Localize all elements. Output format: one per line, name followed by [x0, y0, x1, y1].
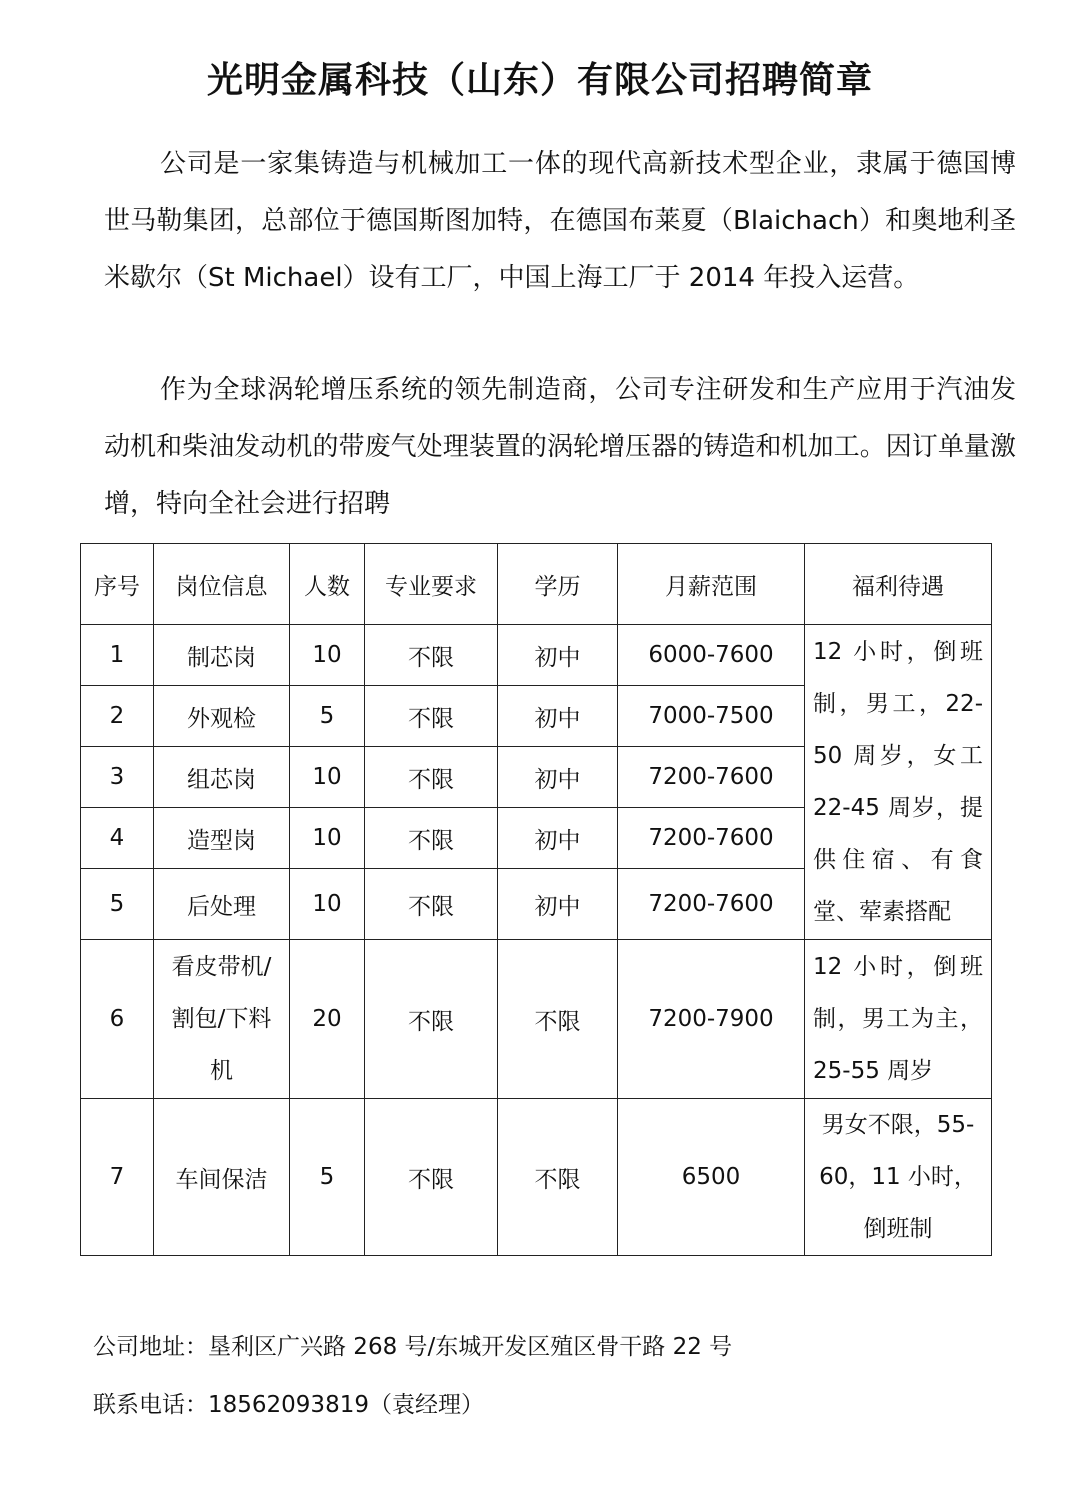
contact-phone: 联系电话：18562093819（袁经理） [93, 1392, 484, 1418]
count-cell: 5 [290, 1099, 365, 1256]
count-cell: 10 [290, 747, 365, 808]
major-cell: 不限 [365, 625, 498, 686]
intro-paragraph-2: 作为全球涡轮增压系统的领先制造商，公司专注研发和生产应用于汽油发动机和柴油发动机的带废气处理装置的涡轮增压器的铸造和机加工。因订单量激增，特向全社会进行招聘 [104, 375, 1016, 519]
table-row [81, 1099, 992, 1256]
major-cell: 不限 [365, 940, 498, 1099]
position-cell: 制芯岗 [154, 625, 290, 686]
intro-paragraph-1: 公司是一家集铸造与机械加工一体的现代高新技术型企业，隶属于德国博世马勒集团，总部位于德国斯图加特，在德国布莱夏（Blaichach）和奥地利圣米歇尔（St Michael）设有工厂，中国上海工厂于 2014 年投入运营。 [104, 149, 1016, 293]
count-cell: 10 [290, 869, 365, 940]
header-cell: 专业要求 [365, 544, 498, 625]
education-cell: 初中 [498, 686, 618, 747]
count-cell: 20 [290, 940, 365, 1099]
header-cell: 福利待遇 [805, 544, 992, 625]
education-cell: 初中 [498, 808, 618, 869]
table-header-row [81, 544, 992, 625]
table-row [81, 940, 992, 1099]
recruitment-table [80, 543, 992, 1256]
position-cell: 后处理 [154, 869, 290, 940]
position-cell: 组芯岗 [154, 747, 290, 808]
row-number: 6 [81, 940, 154, 1099]
education-cell: 初中 [498, 869, 618, 940]
position-cell: 看皮带机/割包/下料机 [154, 940, 290, 1099]
major-cell: 不限 [365, 1099, 498, 1256]
education-cell: 初中 [498, 625, 618, 686]
row-number: 1 [81, 625, 154, 686]
major-cell: 不限 [365, 869, 498, 940]
position-cell: 造型岗 [154, 808, 290, 869]
row-number: 7 [81, 1099, 154, 1256]
salary-cell: 7000-7500 [618, 686, 805, 747]
salary-cell: 6000-7600 [618, 625, 805, 686]
benefits-cell: 男女不限，55-60，11 小时，倒班制 [805, 1099, 992, 1256]
salary-cell: 6500 [618, 1099, 805, 1256]
major-cell: 不限 [365, 808, 498, 869]
salary-cell: 7200-7600 [618, 747, 805, 808]
major-cell: 不限 [365, 747, 498, 808]
table-row [81, 625, 992, 686]
salary-cell: 7200-7600 [618, 869, 805, 940]
page-title: 光明金属科技（山东）有限公司招聘简章 [206, 60, 873, 101]
header-cell: 岗位信息 [154, 544, 290, 625]
education-cell: 不限 [498, 940, 618, 1099]
row-number: 3 [81, 747, 154, 808]
row-number: 2 [81, 686, 154, 747]
header-cell: 月薪范围 [618, 544, 805, 625]
education-cell: 不限 [498, 1099, 618, 1256]
header-cell: 学历 [498, 544, 618, 625]
count-cell: 5 [290, 686, 365, 747]
benefits-cell-group: 12 小时，倒班制，男工，22-50 周岁，女工 22-45 周岁，提供住宿、有食堂、荤素搭配 [805, 625, 992, 940]
salary-cell: 7200-7600 [618, 808, 805, 869]
salary-cell: 7200-7900 [618, 940, 805, 1099]
education-cell: 初中 [498, 747, 618, 808]
header-cell: 人数 [290, 544, 365, 625]
position-cell: 车间保洁 [154, 1099, 290, 1256]
major-cell: 不限 [365, 686, 498, 747]
row-number: 4 [81, 808, 154, 869]
count-cell: 10 [290, 625, 365, 686]
count-cell: 10 [290, 808, 365, 869]
row-number: 5 [81, 869, 154, 940]
company-address: 公司地址：垦利区广兴路 268 号/东城开发区殖区骨干路 22 号 [93, 1334, 733, 1360]
position-cell: 外观检 [154, 686, 290, 747]
header-cell: 序号 [81, 544, 154, 625]
benefits-cell: 12 小时，倒班制，男工为主，25-55 周岁 [805, 940, 992, 1099]
